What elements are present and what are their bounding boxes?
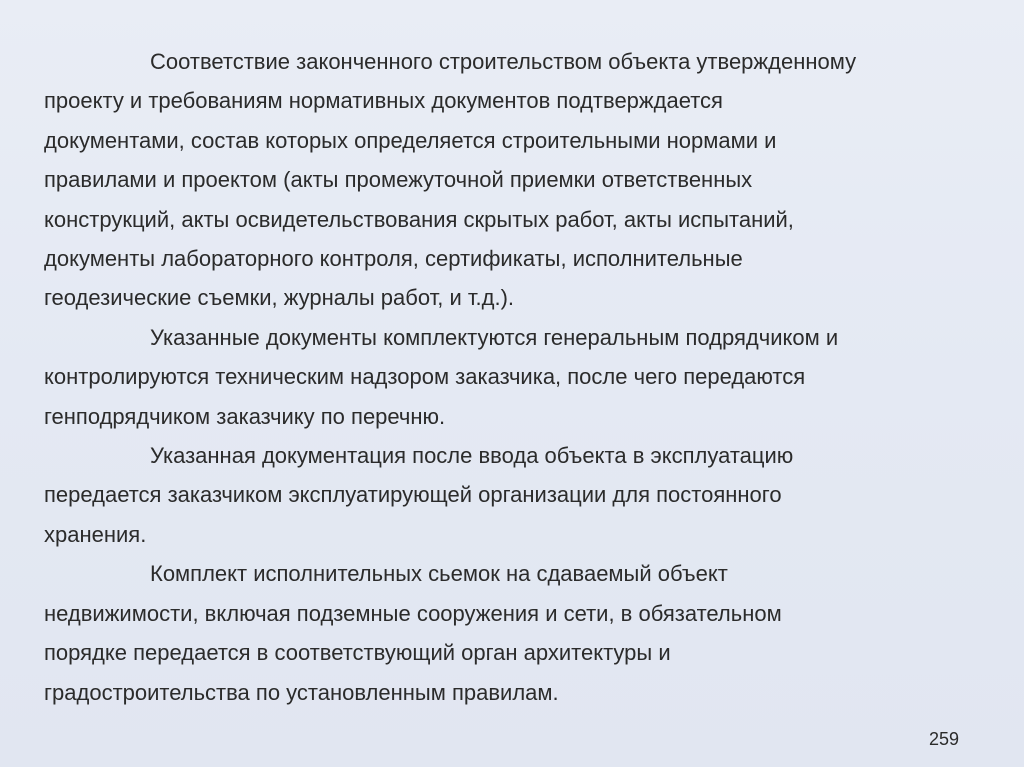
text-line: геодезические съемки, журналы работ, и т.д.). [44,285,515,311]
text-line: передается заказчиком эксплуатирующей организации для постоянного [44,482,782,508]
text-line: Указанная документация после ввода объекта в эксплуатацию [150,443,794,469]
paragraph-4 [44,554,1004,712]
text-line: недвижимости, включая подземные сооружения и сети, в обязательном [44,600,782,626]
text-line: Соответствие законченного строительством объекта утвержденному [150,49,857,74]
text-line: документами, состав которых определяется строительными нормами и [44,127,777,153]
text-line: Комплект исполнительных сьемок на сдаваемый объект [150,561,728,587]
text-line: правилами и проектом (акты промежуточной приемки ответственных [44,167,753,193]
text-line: контролируются техническим надзором заказчика, после чего передаются [44,364,806,390]
text-line: проекту и требованиям нормативных документов подтверждается [44,88,723,114]
text-line: порядке передается в соответствующий орган архитектуры и [44,640,671,666]
paragraph-1 [44,42,1004,318]
text-line: хранения. [44,521,147,547]
text-line: генподрядчиком заказчику по перечню. [44,403,446,429]
paragraph-3 [44,436,1004,554]
text-line: конструкций, акты освидетельствования скрытых работ, акты испытаний, [44,206,794,232]
text-line: документы лабораторного контроля, сертификаты, исполнительные [44,246,743,272]
text-line: градостроительства по установленным правилам. [44,679,559,705]
paragraph-2 [44,318,1004,436]
page-number: 259 [929,729,960,749]
slide-text-body [44,42,1004,712]
text-line: Указанные документы комплектуются генеральным подрядчиком и [150,324,839,350]
